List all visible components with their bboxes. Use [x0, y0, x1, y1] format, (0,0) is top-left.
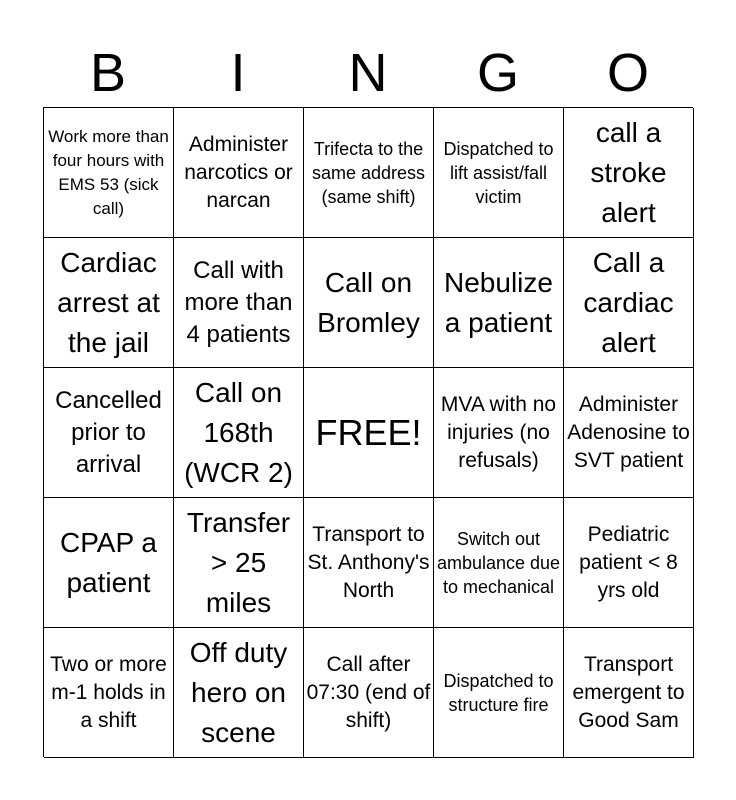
cell-text: Pediatric patient < 8 yrs old [579, 522, 678, 602]
cell-text: Cancelled prior to arrival [55, 386, 162, 478]
header-letter-n: N [348, 43, 388, 103]
cell-text: Call on 168th (WCR 2) [184, 376, 293, 488]
bingo-cell-r2c3[interactable] [304, 238, 434, 368]
bingo-cell-r3c5[interactable] [564, 368, 694, 498]
bingo-cell-r4c5[interactable] [564, 498, 694, 628]
bingo-cell-r5c5[interactable] [564, 628, 694, 758]
cell-text: Call a cardiac alert [583, 246, 674, 358]
header-letter-b: B [89, 43, 127, 103]
cell-text: call a stroke alert [590, 116, 667, 228]
header-letter-g: G [476, 43, 519, 103]
bingo-cell-r2c4[interactable] [434, 238, 564, 368]
cell-text: Switch out ambulance due to mechanical [436, 528, 561, 597]
header-letter-o: O [606, 43, 649, 103]
header-letter-i: I [230, 43, 246, 103]
bingo-cell-r3c2[interactable] [174, 368, 304, 498]
bingo-cell-r5c3[interactable] [304, 628, 434, 758]
bingo-cell-r1c1[interactable] [44, 108, 174, 238]
bingo-cell-r5c2[interactable] [174, 628, 304, 758]
cell-text: MVA with no injuries (no refusals) [440, 392, 557, 472]
bingo-cell-r1c4[interactable] [434, 108, 564, 238]
bingo-cell-r5c1[interactable] [44, 628, 174, 758]
bingo-cell-r2c5[interactable] [564, 238, 694, 368]
bingo-cell-r4c4[interactable] [434, 498, 564, 628]
bingo-cell-r3c4[interactable] [434, 368, 564, 498]
free-space-text: FREE! [315, 411, 422, 453]
bingo-cell-r1c2[interactable] [174, 108, 304, 238]
bingo-cell-r5c4[interactable] [434, 628, 564, 758]
cell-text: Work more than four hours with EMS 53 (sick call) [48, 126, 169, 218]
cell-text: Administer Adenosine to SVT patient [567, 392, 690, 472]
cell-text: Call with more than 4 patients [184, 256, 293, 348]
cell-text: Administer narcotics or narcan [184, 132, 293, 212]
bingo-cell-r2c2[interactable] [174, 238, 304, 368]
bingo-cell-r1c5[interactable] [564, 108, 694, 238]
cell-text: Transport to St. Anthony's North [307, 522, 430, 602]
cell-text: Trifecta to the same address (same shift) [311, 138, 426, 207]
cell-text: Two or more m-1 holds in a shift [50, 652, 167, 732]
bingo-card [43, 107, 693, 757]
bingo-cell-r4c2[interactable] [174, 498, 304, 628]
bingo-header [43, 40, 693, 106]
bingo-cell-r4c1[interactable] [44, 498, 174, 628]
cell-text: Cardiac arrest at the jail [57, 246, 160, 358]
bingo-cell-r2c1[interactable] [44, 238, 174, 368]
cell-text: Off duty hero on scene [189, 636, 288, 748]
cell-text: Nebulize a patient [444, 266, 553, 338]
bingo-cell-r4c3[interactable] [304, 498, 434, 628]
bingo-cell-free[interactable] [304, 368, 434, 498]
cell-text: Dispatched to structure fire [443, 670, 554, 715]
cell-text: Dispatched to lift assist/fall victim [443, 138, 554, 207]
cell-text: Call after 07:30 (end of shift) [306, 652, 431, 732]
bingo-cell-r1c3[interactable] [304, 108, 434, 238]
cell-text: Call on Bromley [317, 266, 420, 338]
cell-text: Transport emergent to Good Sam [572, 652, 685, 732]
bingo-cell-r3c1[interactable] [44, 368, 174, 498]
cell-text: CPAP a patient [59, 526, 157, 598]
cell-text: Transfer > 25 miles [186, 506, 291, 618]
